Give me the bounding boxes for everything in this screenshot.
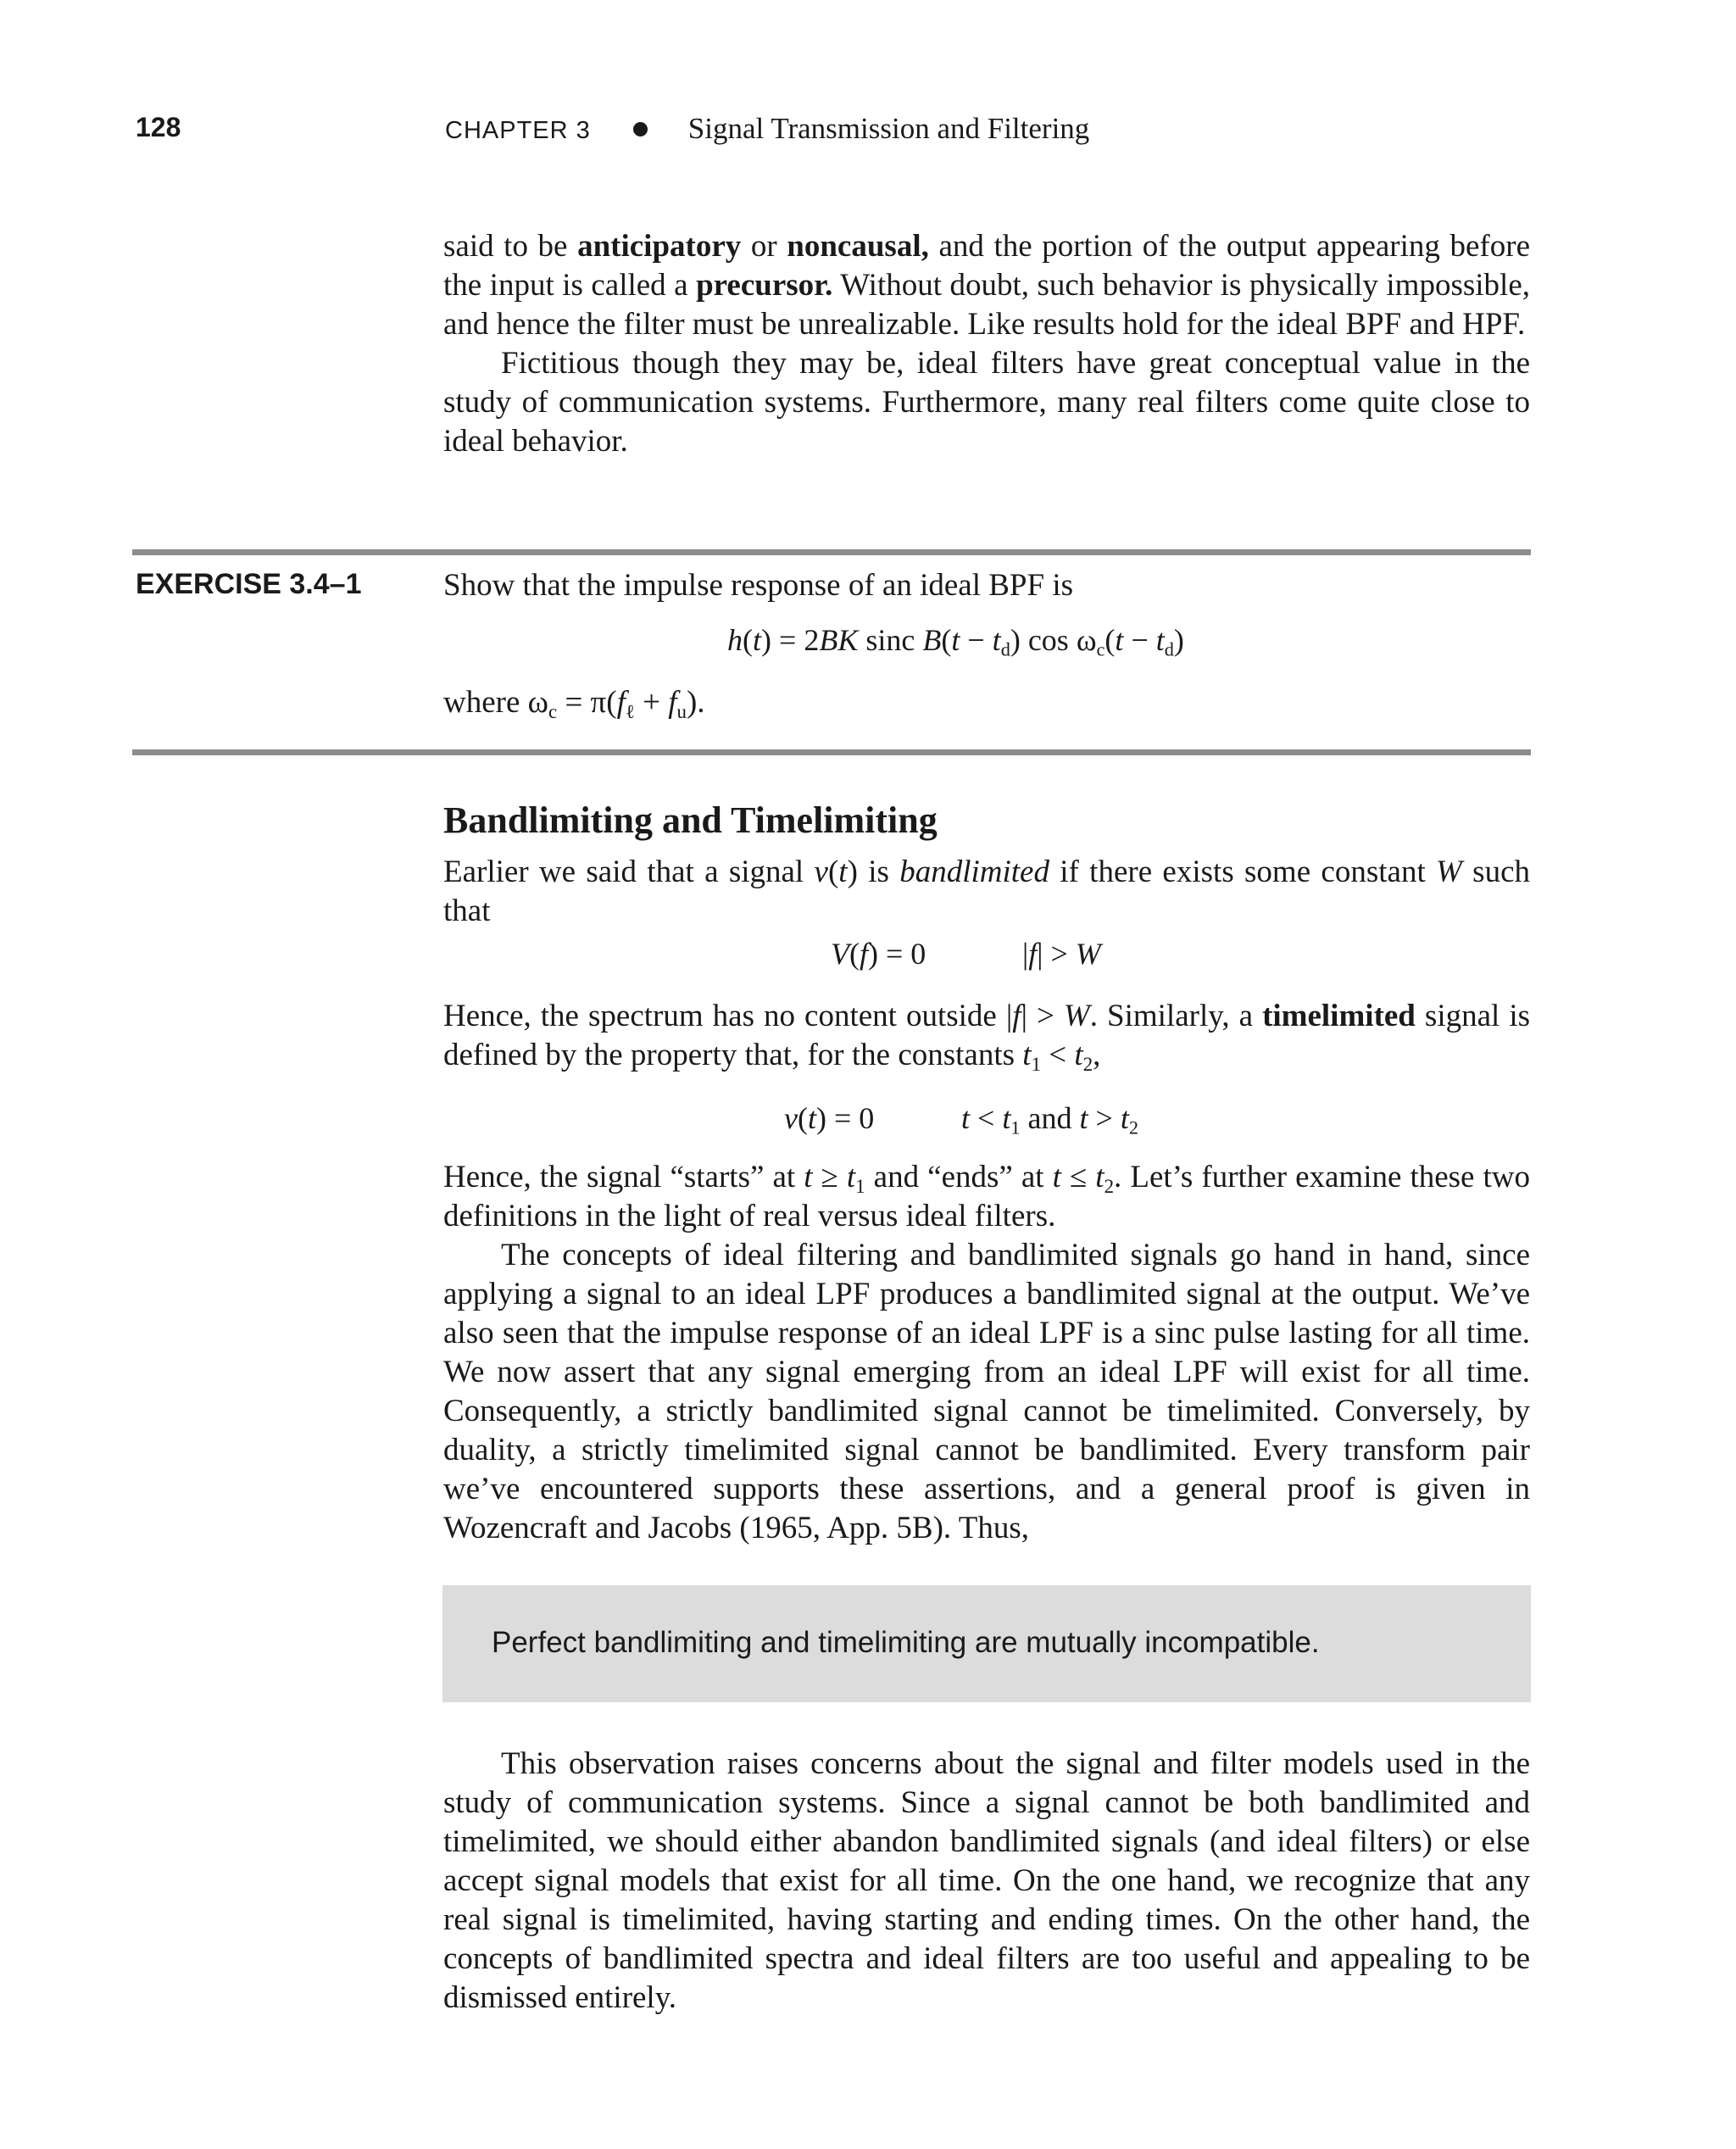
- text-run: and “ends” at: [865, 1160, 1053, 1194]
- eq-text: |: [1022, 937, 1029, 971]
- eq-subscript: d: [1000, 638, 1010, 660]
- eq-symbol: V: [831, 937, 849, 971]
- text-run: such that: [443, 855, 1531, 928]
- eq-text: <: [970, 1101, 1003, 1135]
- text-run: said to be: [443, 229, 578, 264]
- equation-signal-zero: [784, 1100, 874, 1136]
- paragraph-fictitious: Fictitious though they may be, ideal filters have great conceptual value in the study of communication systems. Furthermore, many real filters come quite close to ideal behavior.: [443, 346, 1530, 459]
- eq-subscript: c: [1096, 638, 1105, 660]
- eq-symbol: t: [1120, 1101, 1129, 1135]
- eq-text: | >: [1037, 937, 1076, 971]
- text-run: Hence, the spectrum has no content outside |: [443, 999, 1013, 1033]
- eq-symbol: W: [1063, 999, 1090, 1033]
- eq-text: sinc: [858, 623, 923, 657]
- eq-symbol: f: [1028, 937, 1038, 971]
- eq-text: = 2: [771, 623, 820, 657]
- eq-symbol: v: [784, 1101, 798, 1135]
- eq-symbol: t: [992, 623, 1001, 657]
- term-precursor: precursor.: [696, 268, 833, 303]
- eq-text: and: [1020, 1101, 1080, 1135]
- eq-subscript: ℓ: [625, 700, 635, 722]
- eq-symbol: f: [1012, 999, 1021, 1033]
- paragraph-ideal-filtering: The concepts of ideal filtering and bandlimited signals go hand in hand, since applying a signal to an ideal LPF produces a bandlimited signal at the output. We’ve also seen that the impulse response of an ideal LPF is a sinc pulse lasting for all time. We now assert that any signal emerging from an ideal LPF will exist for all time. Consequently, a strictly bandlimited signal cannot be timelimited. Conversely, by duality, a strictly timelimited signal cannot be bandlimited. Every transform pair we’ve encountered supports these assertions, and a general proof is given in Wozencraft and Jacobs (1965, App. 5B). Thus,: [443, 1238, 1530, 1545]
- term-noncausal: noncausal,: [787, 229, 929, 264]
- exercise-equation: [727, 622, 1184, 658]
- eq-paren: ): [761, 623, 772, 657]
- eq-symbol: t: [807, 1101, 816, 1135]
- term-bandlimited: bandlimited: [899, 855, 1049, 889]
- text-run: where ω: [443, 685, 548, 720]
- eq-paren: (: [849, 937, 860, 971]
- eq-symbol: t: [1052, 1160, 1061, 1194]
- eq-text: (: [1104, 623, 1116, 657]
- eq-subscript: u: [676, 700, 687, 722]
- equation-signal-condition: [961, 1100, 1138, 1139]
- bullet-separator-icon: [633, 122, 648, 136]
- text-run: Earlier we said that a signal: [443, 855, 815, 889]
- eq-symbol: t: [846, 1160, 856, 1194]
- exercise-statement: Show that the impulse response of an ideal BPF is: [443, 568, 1074, 603]
- equation-spectrum-condition: [1022, 936, 1101, 972]
- key-statement-box: [442, 1585, 1531, 1702]
- eq-symbol: B: [922, 623, 942, 657]
- exercise-label: EXERCISE 3.4–1: [136, 568, 362, 600]
- paragraph-observation: [443, 1745, 1530, 2018]
- eq-symbol: t: [961, 1101, 971, 1135]
- eq-symbol: W: [1436, 855, 1462, 889]
- paragraph-observation-text: This observation raises concerns about the signal and filter models used in the study of communication systems. Since a signal cannot be both bandlimited and timelimited, we should either abandon bandlimited signals (and ideal filters) or else accept signal models that exist for all time. On the one hand, we recognize that any real signal is timelimited, having starting and ending times. On the other hand, the concepts of bandlimited spectra and ideal filters are too useful and appealing to be dismissed entirely.: [443, 1746, 1530, 2015]
- eq-text: −: [960, 623, 993, 657]
- eq-symbol: W: [1075, 937, 1101, 971]
- chapter-title: Signal Transmission and Filtering: [687, 112, 1090, 145]
- eq-subscript: 2: [1104, 1175, 1115, 1197]
- eq-subscript: 1: [1031, 1053, 1042, 1075]
- text-run: ≥: [812, 1160, 847, 1194]
- text-run: = π(: [557, 685, 617, 720]
- text-run: ,: [1093, 1038, 1101, 1072]
- text-run: | >: [1021, 999, 1064, 1033]
- eq-text: ): [1173, 623, 1184, 657]
- text-run: Without doubt, such behavior is physically impossible, and hence the filter must be unrealizable. Like results hold for the ideal BPF and HPF.: [443, 268, 1530, 342]
- eq-text: (: [797, 1101, 808, 1135]
- text-run: (: [827, 855, 839, 889]
- text-run: signal is defined by the property that, for the constants: [443, 999, 1531, 1072]
- text-run: if there exists some constant: [1049, 855, 1437, 889]
- eq-symbol: f: [860, 937, 869, 971]
- text-run: or: [741, 229, 787, 264]
- eq-subscript: c: [548, 700, 558, 722]
- eq-subscript: 1: [855, 1175, 865, 1197]
- paragraph-anticipatory: [443, 227, 1530, 344]
- term-timelimited: timelimited: [1262, 999, 1416, 1033]
- text-run: and the portion of the output appearing before the input is called a: [443, 229, 1530, 303]
- eq-symbol: f: [616, 685, 626, 720]
- eq-text: >: [1088, 1101, 1121, 1135]
- eq-symbol: v: [814, 855, 828, 889]
- eq-paren: (: [743, 623, 753, 657]
- text-run: +: [634, 685, 669, 720]
- intro-text: [443, 227, 1530, 461]
- running-header: [445, 112, 1089, 146]
- eq-symbol: h: [727, 623, 743, 657]
- text-run: . Similarly, a: [1089, 999, 1263, 1033]
- text-run: <: [1041, 1038, 1075, 1072]
- paragraph-timelimited: [443, 997, 1530, 1075]
- eq-symbol: t: [1074, 1038, 1083, 1072]
- eq-symbol: t: [804, 1160, 813, 1194]
- eq-symbol: t: [951, 623, 960, 657]
- eq-symbol: t: [1095, 1160, 1104, 1194]
- eq-subscript: 1: [1010, 1116, 1021, 1139]
- term-anticipatory: anticipatory: [577, 229, 742, 264]
- eq-text: ) = 0: [816, 1101, 875, 1135]
- eq-symbol: t: [838, 855, 848, 889]
- eq-symbol: t: [1002, 1101, 1011, 1135]
- eq-subscript: 2: [1082, 1053, 1093, 1075]
- text-run: ) is: [847, 855, 900, 889]
- eq-symbol: f: [668, 685, 677, 720]
- eq-text: ) cos ω: [1010, 623, 1097, 657]
- section-heading: Bandlimiting and Timelimiting: [443, 799, 938, 841]
- text-run: . Let’s further examine these two definitions in the light of real versus ideal filters.: [443, 1160, 1531, 1233]
- equation-spectrum-zero: [831, 936, 926, 972]
- eq-symbol: t: [1155, 623, 1165, 657]
- chapter-label: CHAPTER 3: [445, 117, 591, 144]
- eq-text: ) = 0: [868, 937, 926, 971]
- page-number: 128: [136, 112, 181, 142]
- eq-text: (: [941, 623, 952, 657]
- eq-subscript: d: [1164, 638, 1174, 660]
- eq-symbol: t: [753, 623, 762, 657]
- paragraph-bandlimited: [443, 853, 1530, 931]
- exercise-top-rule: [132, 549, 1531, 555]
- exercise-bottom-rule: [132, 749, 1531, 755]
- eq-symbol: t: [1115, 623, 1124, 657]
- section-body: [443, 1158, 1530, 1548]
- text-run: ≤: [1060, 1160, 1096, 1194]
- key-statement-text: Perfect bandlimiting and timelimiting are mutually incompatible.: [492, 1626, 1320, 1659]
- eq-symbol: BK: [819, 623, 859, 657]
- eq-text: −: [1123, 623, 1156, 657]
- paragraph-starts-ends: [443, 1158, 1530, 1236]
- eq-symbol: t: [1022, 1038, 1032, 1072]
- eq-symbol: t: [1079, 1101, 1088, 1135]
- exercise-where-clause: [443, 683, 1530, 722]
- text-run: ).: [686, 685, 705, 720]
- text-run: Hence, the signal “starts” at: [443, 1160, 804, 1194]
- eq-subscript: 2: [1128, 1116, 1138, 1139]
